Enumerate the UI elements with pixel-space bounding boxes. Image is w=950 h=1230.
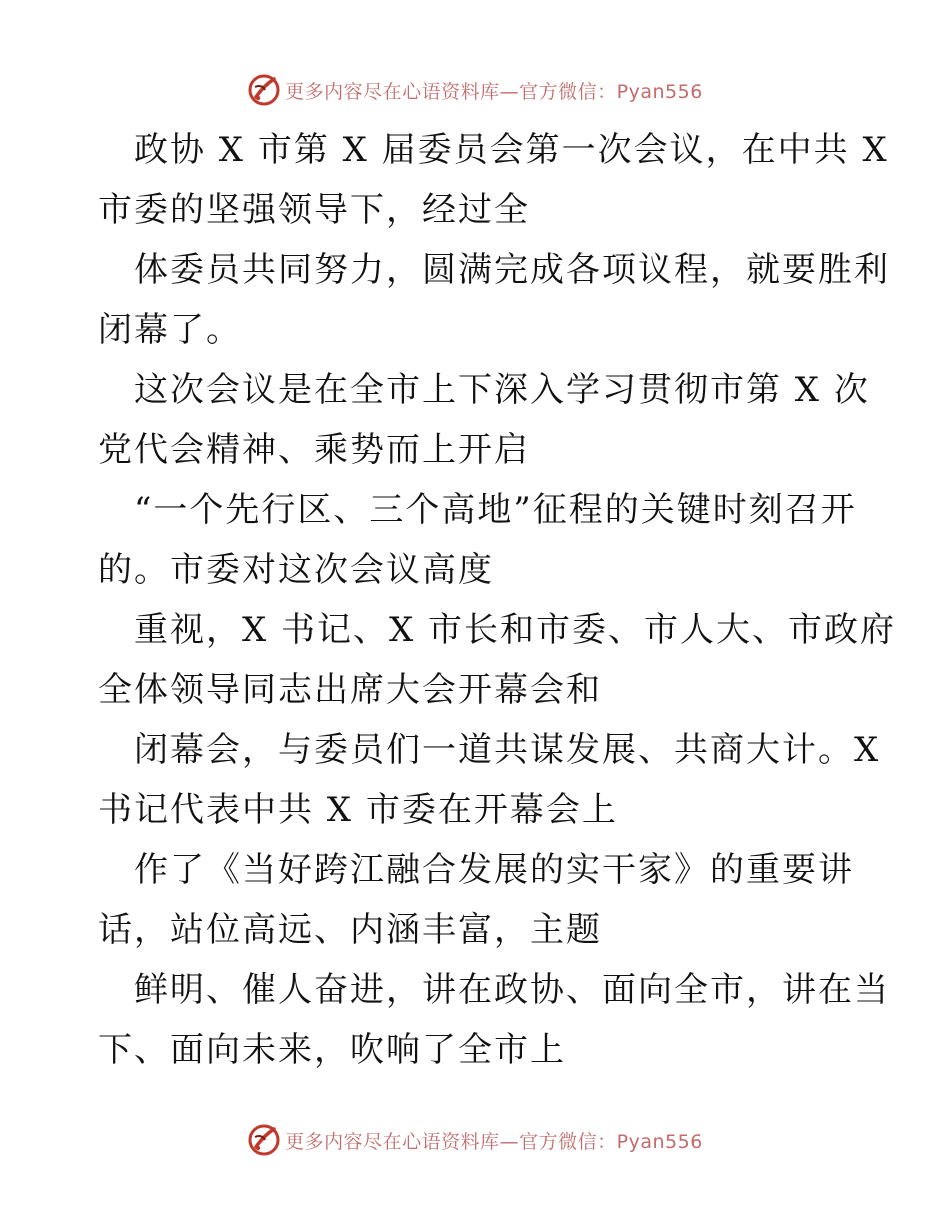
text-line: 政协 X 市第 X 届委员会第一次会议，在中共 X (134, 130, 889, 170)
text-line: 闭幕会，与委员们一道共谋发展、共商大计。X (134, 730, 881, 770)
footer-watermark-banner (0, 1120, 950, 1160)
red-brush-logo-icon (247, 73, 281, 107)
red-brush-logo-icon (247, 1123, 281, 1157)
text-line: 下、面向未来，吹响了全市上 (98, 1030, 566, 1070)
text-line: 全体领导同志出席大会开幕会和 (98, 670, 602, 710)
text-line: 重视，X 书记、X 市长和市委、市人大、市政府 (134, 610, 897, 650)
header-banner-text: 更多内容尽在心语资料库—官方微信：Pyan556 (285, 80, 703, 103)
text-line: 党代会精神、乘势而上开启 (98, 430, 530, 470)
footer-banner-text: 更多内容尽在心语资料库—官方微信：Pyan556 (285, 1130, 703, 1153)
text-line: 这次会议是在全市上下深入学习贯彻市第 X 次 (134, 370, 870, 410)
document-body (98, 120, 897, 1080)
text-line: 的。市委对这次会议高度 (98, 550, 494, 590)
text-line: “一个先行区、三个高地”征程的关键时刻召开 (134, 490, 857, 530)
text-line: 书记代表中共 X 市委在开幕会上 (98, 790, 618, 830)
text-line: 鲜明、催人奋进，讲在政协、面向全市，讲在当 (134, 970, 890, 1010)
text-line: 体委员共同努力，圆满完成各项议程，就要胜利 (134, 250, 890, 290)
text-line: 闭幕了。 (98, 310, 242, 350)
header-watermark-banner (0, 70, 950, 110)
text-line: 话，站位高远、内涵丰富，主题 (98, 910, 602, 950)
text-line: 作了《当好跨江融合发展的实干家》的重要讲 (134, 850, 854, 890)
text-line: 市委的坚强领导下，经过全 (98, 190, 530, 230)
